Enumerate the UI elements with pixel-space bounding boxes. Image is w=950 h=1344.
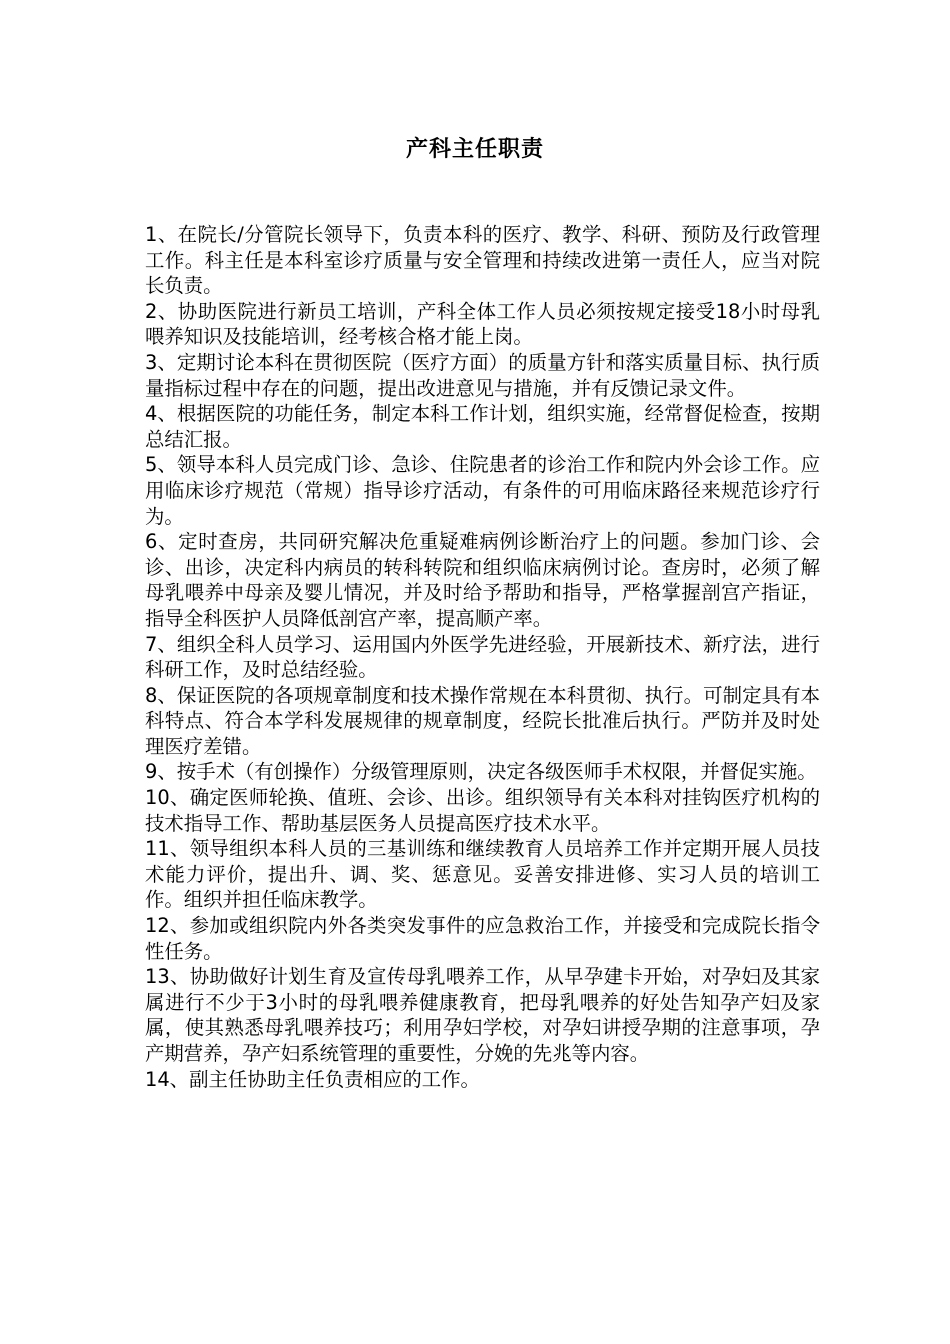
paragraph-11: 11、领导组织本科人员的三基训练和继续教育人员培养工作并定期开展人员技术能力评价，提出升、调、奖、惩意见。妥善安排进修、实习人员的培训工作。组织并担任临床教学。 xyxy=(145,837,820,912)
paragraph-10: 10、确定医师轮换、值班、会诊、出诊。组织领导有关本科对挂钩医疗机构的技术指导工作、帮助基层医务人员提高医疗技术水平。 xyxy=(145,786,820,835)
paragraph-8: 8、保证医院的各项规章制度和技术操作常规在本科贯彻、执行。可制定具有本科特点、符合本学科发展规律的规章制度，经院长批准后执行。严防并及时处理医疗差错。 xyxy=(145,683,820,758)
paragraph-1: 1、在院长/分管院长领导下，负责本科的医疗、教学、科研、预防及行政管理工作。科主任是本科室诊疗质量与安全管理和持续改进第一责任人，应当对院长负责。 xyxy=(145,223,820,298)
paragraph-5: 5、领导本科人员完成门诊、急诊、住院患者的诊治工作和院内外会诊工作。应用临床诊疗规范（常规）指导诊疗活动，有条件的可用临床路径来规范诊疗行为。 xyxy=(145,453,820,528)
paragraph-9: 9、按手术（有创操作）分级管理原则，决定各级医师手术权限，并督促实施。 xyxy=(145,760,817,784)
paragraph-6: 6、定时查房，共同研究解决危重疑难病例诊断治疗上的问题。参加门诊、会诊、出诊，决定科内病员的转科转院和组织临床病例讨论。查房时，必须了解母乳喂养中母亲及婴儿情况，并及时给予帮助和指导，严格掌握剖宫产指证，指导全科医护人员降低剖宫产率，提高顺产率。 xyxy=(145,530,820,630)
paragraph-7: 7、组织全科人员学习、运用国内外医学先进经验，开展新技术、新疗法，进行科研工作，及时总结经验。 xyxy=(145,632,820,682)
paragraph-3: 3、定期讨论本科在贯彻医院（医疗方面）的质量方针和落实质量目标、执行质量指标过程中存在的问题，提出改进意见与措施，并有反馈记录文件。 xyxy=(145,350,820,400)
paragraph-14: 14、副主任协助主任负责相应的工作。 xyxy=(145,1067,480,1091)
paragraph-12: 12、参加或组织院内外各类突发事件的应急救治工作，并接受和完成院长指令性任务。 xyxy=(145,914,820,963)
paragraph-13: 13、协助做好计划生育及宣传母乳喂养工作，从早孕建卡开始，对孕妇及其家属进行不少于3小时的母乳喂养健康教育，把母乳喂养的好处告知孕产妇及家属，使其熟悉母乳喂养技巧；利用孕妇学校，对孕妇讲授孕期的注意事项，孕产期营养，孕产妇系统管理的重要性，分娩的先兆等内容。 xyxy=(145,965,820,1065)
document-title: 产科主任职责 xyxy=(405,137,544,162)
paragraph-4: 4、根据医院的功能任务，制定本科工作计划，组织实施，经常督促检查，按期总结汇报。 xyxy=(145,402,820,451)
document-body xyxy=(145,222,820,1092)
paragraph-2: 2、协助医院进行新员工培训，产科全体工作人员必须按规定接受18小时母乳喂养知识及技能培训，经考核合格才能上岗。 xyxy=(145,299,820,349)
